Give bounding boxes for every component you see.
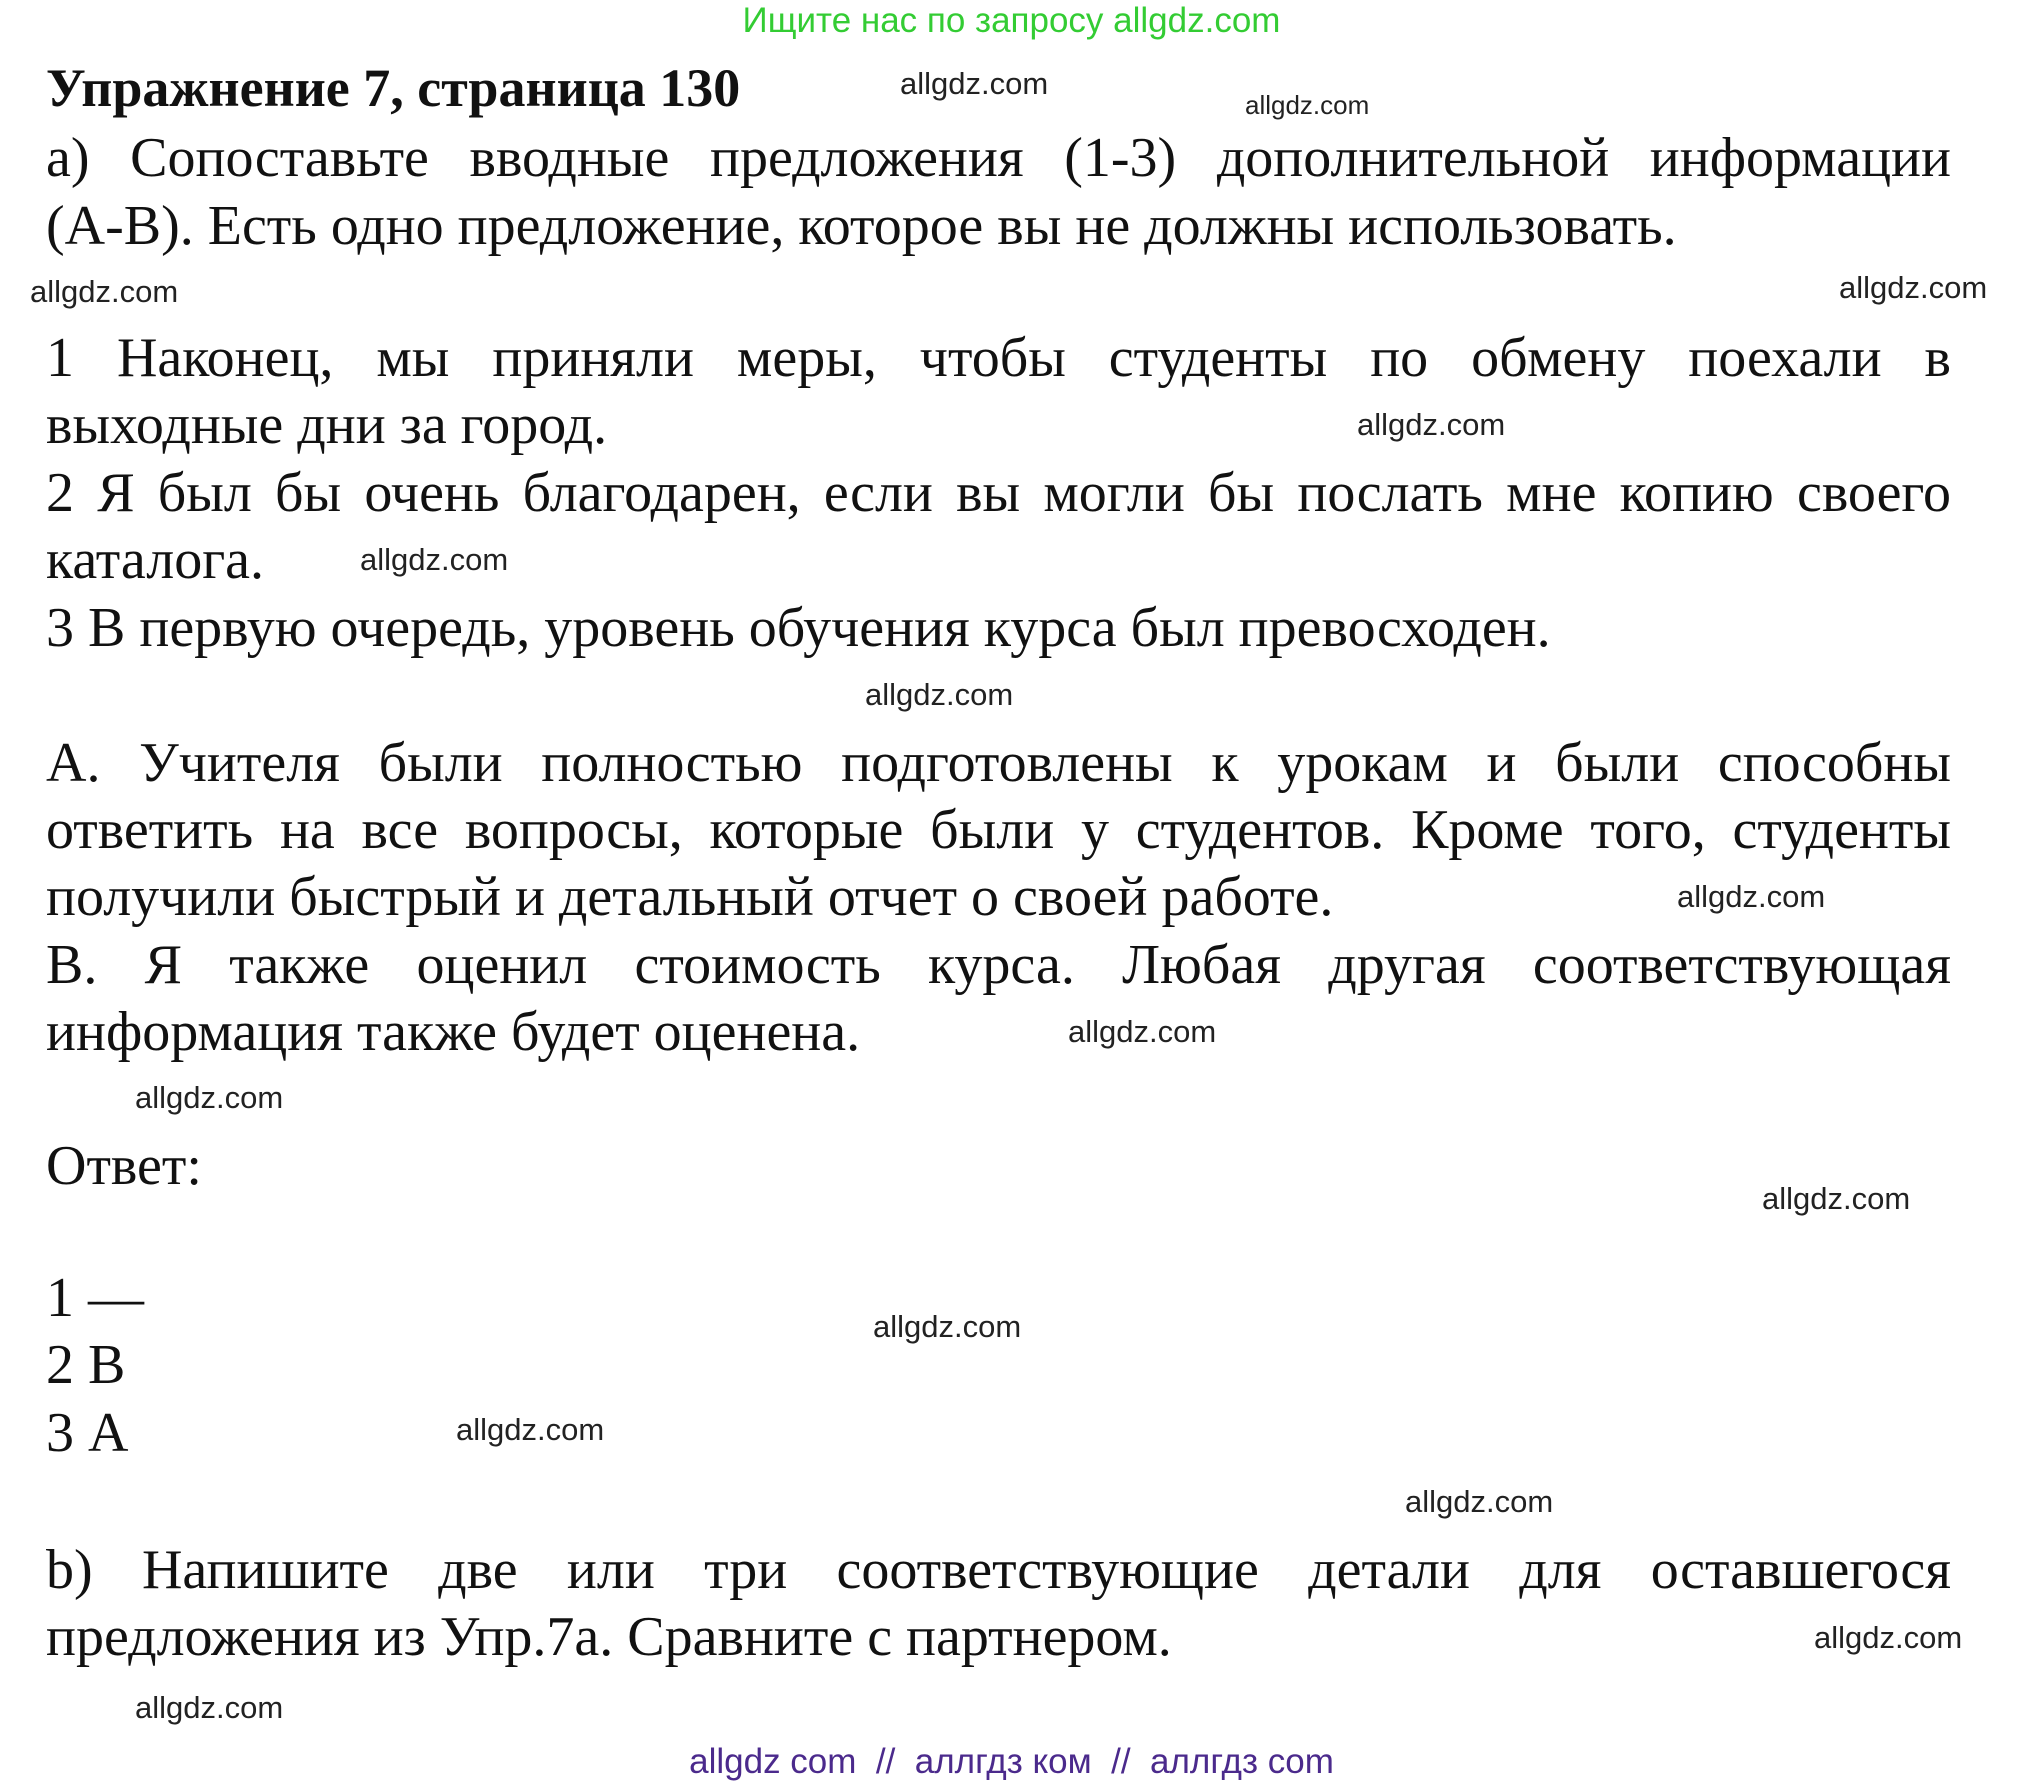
info-line: ответить на все вопросы, которые были у студентов. Кроме того, студенты [46, 799, 1951, 861]
info-line: А. Учителя были полностью подготовлены к урокам и были способны [46, 732, 1951, 794]
info-line: получили быстрый и детальный отчет о своей работе. [46, 866, 1334, 928]
answer-label: Ответ: [46, 1135, 202, 1197]
sentence-line: 2 Я был бы очень благодарен, если вы могли бы послать мне копию своего [46, 462, 1951, 524]
watermark: allgdz.com [865, 677, 1014, 712]
task-a-line: а) Сопоставьте вводные предложения (1-3) дополнительной информации [46, 127, 1951, 189]
watermark: allgdz.com [1357, 407, 1506, 442]
task-a-line: (А-В). Есть одно предложение, которое вы не должны использовать. [46, 195, 1677, 257]
watermark: allgdz.com [1762, 1181, 1911, 1216]
search-banner: Ищите нас по запросу allgdz.com [742, 1, 1281, 40]
watermark: allgdz.com [456, 1412, 605, 1447]
watermark: allgdz.com [1245, 90, 1370, 120]
watermark: allgdz.com [1068, 1014, 1217, 1049]
footer-links[interactable]: allgdz com // аллгдз ком // аллгдз com [689, 1742, 1334, 1781]
sentence-line: 3 В первую очередь, уровень обучения курса был превосходен. [46, 597, 1551, 659]
watermark: allgdz.com [135, 1690, 284, 1725]
sentence-line: выходные дни за город. [46, 394, 608, 456]
watermark: allgdz.com [1839, 270, 1988, 305]
sentence-line: каталога. [46, 529, 265, 591]
watermark: allgdz.com [30, 274, 179, 309]
answer-item: 3 А [46, 1402, 129, 1464]
task-b-line: предложения из Упр.7а. Сравните с партнером. [46, 1606, 1172, 1668]
task-b-line: b) Напишите две или три соответствующие детали для оставшегося [46, 1539, 1951, 1601]
watermark: allgdz.com [135, 1080, 284, 1115]
watermark: allgdz.com [360, 542, 509, 577]
watermark: allgdz.com [1677, 879, 1826, 914]
watermark: allgdz.com [873, 1309, 1022, 1344]
page-title: Упражнение 7, страница 130 [46, 58, 741, 118]
answer-item: 2 В [46, 1334, 126, 1396]
answer-item: 1 — [46, 1267, 144, 1329]
info-line: информация также будет оценена. [46, 1001, 861, 1063]
watermark: allgdz.com [900, 66, 1049, 101]
watermark: allgdz.com [1814, 1620, 1963, 1655]
info-line: В. Я также оценил стоимость курса. Любая другая соответствующая [46, 934, 1951, 996]
sentence-line: 1 Наконец, мы приняли меры, чтобы студенты по обмену поехали в [46, 327, 1951, 389]
watermark: allgdz.com [1405, 1484, 1554, 1519]
